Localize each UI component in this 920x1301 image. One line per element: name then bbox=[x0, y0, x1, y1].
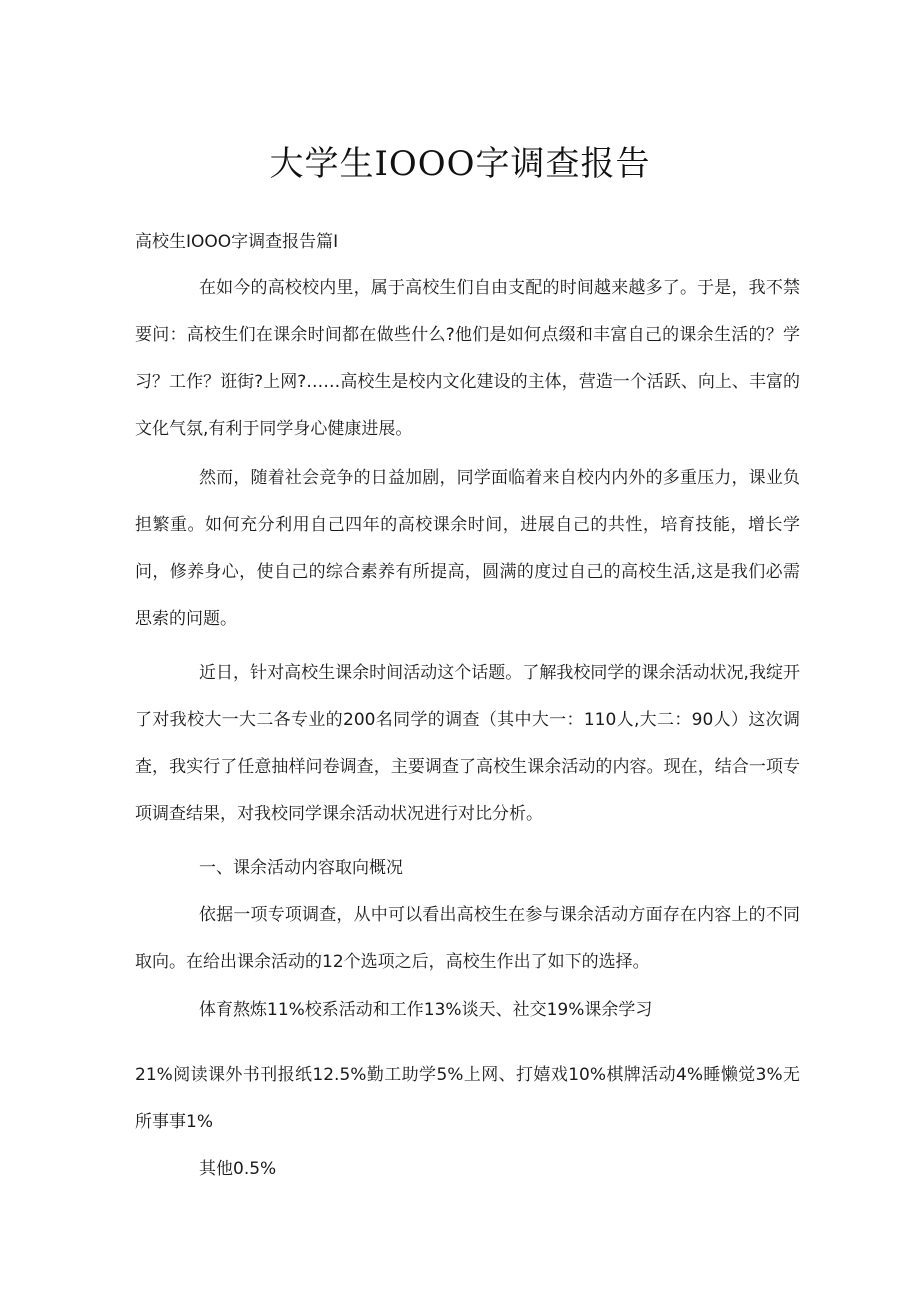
document-title: 大学生IOOO字调查报告 bbox=[269, 144, 651, 184]
paragraph-intro: 在如今的高校校内里，属于高校生们自由支配的时间越来越多了。于是，我不禁要问：高校生们在课余时间都在做些什么?他们是如何点缀和丰富自己的课余生活的？学习？工作？诳街?上网?……高校生是校内文化建设的主体，营造一个活跃、向上、丰富的文化气氛,有利于同学身心健康进展。 bbox=[135, 278, 800, 439]
stats-line-1: 体育熬炼11%校系活动和工作13%谈天、社交19%课余学习 bbox=[199, 1000, 653, 1020]
paragraph-pressure: 然而，随着社会竞争的日益加剧，同学面临着来自校内内外的多重压力，课业负担繁重。如何充分利用自己四年的高校课余时间，进展自己的共性，培育技能，增长学问，修养身心，使自己的综合素养有所提高，圆满的度过自己的高校生活,这是我们必需思索的问题。 bbox=[135, 468, 800, 629]
paragraph-survey: 近日，针对高校生课余时间活动这个话题。了解我校同学的课余活动状况,我绽开了对我校大一大二各专业的200名同学的调查（其中大一：110人,大二：90人）这次调查，我实行了任意抽样问卷调查，主要调查了高校生课余活动的内容。现在，结合一项专项调查结果，对我校同学课余活动状况进行对比分析。 bbox=[135, 663, 800, 824]
section-heading: 一、课余活动内容取向概况 bbox=[199, 858, 403, 878]
stats-line-3: 其他0.5% bbox=[199, 1159, 277, 1179]
document-subtitle: 高校生IOOO字调查报告篇I bbox=[135, 232, 339, 252]
paragraph-section: 依据一项专项调查，从中可以看出高校生在参与课余活动方面存在内容上的不同取向。在给出课余活动的12个选项之后，高校生作出了如下的选择。 bbox=[135, 905, 800, 972]
stats-line-2: 21%阅读课外书刊报纸12.5%勤工助学5%上网、打嬉戏10%棋牌活动4%睡懒觉3%无所事事1% bbox=[135, 1065, 800, 1132]
